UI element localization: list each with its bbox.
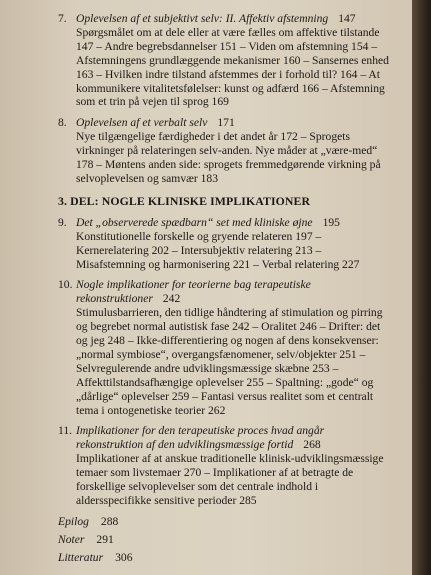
toc-entry-8 xyxy=(58,116,392,186)
chapter-subsections: Nye tilgængelige færdigheder i det andet år 172 – Sprogets virkninger på relateringen selv-anden. Nye måder at „være-med“ 178 – Møntens anden side: sprogets fremmedgørende virkning på selvoplevelsen og samvær 183 xyxy=(76,130,381,185)
chapter-subsections: Stimulusbarrieren, den tidlige håndtering af stimulation og pirring og begrebet normal autistisk fase 242 – Oralitet 246 – Drifter: det og jeg 248 – Ikke-differentiering og nogen af dens konsekvenser: „normal symbiose“, overgangsfænomener, selv/objekter 251 – Selvregulerende andre udviklingsmæssige skæbne 253 – Affekttilstandsafhængige oplevelser 255 – Spaltning: „gode“ og „dårlige“ oplevelser 259 – Fantasi versus realitet som et centralt tema i ontogenetiske teorier 262 xyxy=(76,306,383,417)
back-matter-label: Noter xyxy=(58,532,85,546)
back-matter-label: Epilog xyxy=(58,514,89,528)
chapter-heading xyxy=(58,216,392,230)
chapter-title: Det „observerede spædbarn“ set med kliniske øjne xyxy=(76,215,313,229)
toc-entry-10 xyxy=(58,278,392,417)
toc-entry-7 xyxy=(58,12,392,109)
chapter-subsections: Implikationer af at anskue traditionelle klinisk-udviklingsmæssige temaer som livstemaer 270 – Implikationer af at betragte de forskellige selvoplevelser som det centrale indhold i aldersspecifikke sensitive perioder 285 xyxy=(76,452,384,507)
table-of-contents xyxy=(58,12,392,569)
chapter-number: 7. xyxy=(58,12,67,25)
chapter-number: 8. xyxy=(58,116,67,130)
chapter-subsections: Konstitutionelle forskelle og gryende relateren 197 – Kernerelatering 202 – Intersubjektiv relatering 213 – Misafstemning og harmonisering 221 – Verbal relatering 227 xyxy=(76,229,360,271)
chapter-page: 268 xyxy=(303,438,321,452)
chapter-title: Nogle implikationer for teorierne bag terapeutiske rekonstruktioner xyxy=(76,278,311,306)
chapter-number: 11. xyxy=(58,424,73,438)
chapter-page: 171 xyxy=(217,116,235,130)
toc-entry-11 xyxy=(58,424,392,507)
toc-litteratur xyxy=(58,551,392,565)
toc-entry-9 xyxy=(58,216,392,272)
chapter-number: 10. xyxy=(58,278,73,292)
chapter-title: Oplevelsen af et verbalt selv xyxy=(76,116,208,130)
chapter-subsections: Spørgsmålet om at dele eller at være fælles om affektive tilstande 147 – Andre begrebsdannelser 151 – Viden om afstemning 154 – Afstemningens grundlæggende mekanismer 160 – Sansernes enhed 163 – Hvilken indre tilstand afstemmes der i forhold til? 164 – At kommunikere vitalitetsfølelser: kunst og adfærd 166 – Afstemning som et trin på vejen til sprog 169 xyxy=(76,25,389,109)
chapter-heading xyxy=(58,278,392,306)
chapter-number: 9. xyxy=(58,215,67,229)
chapter-heading xyxy=(58,424,392,452)
back-matter-page: 288 xyxy=(100,514,119,528)
toc-noter xyxy=(58,533,392,547)
part-heading: 3. DEL: NOGLE KLINISKE IMPLIKATIONER xyxy=(58,193,311,208)
back-matter-page: 306 xyxy=(115,550,133,564)
chapter-heading xyxy=(58,116,392,130)
chapter-title: Implikationer for den terapeutiske proces hvad angår rekonstruktion af den udviklingsmæssige fortid xyxy=(76,424,325,452)
chapter-title: Oplevelsen af et subjektivt selv: II. Affektiv afstemning xyxy=(76,12,329,25)
chapter-page: 195 xyxy=(322,215,340,229)
book-spine-edge xyxy=(412,0,431,575)
chapter-page: 242 xyxy=(162,292,181,306)
chapter-heading xyxy=(58,12,392,26)
back-matter-page: 291 xyxy=(96,532,114,546)
back-matter-label: Litteratur xyxy=(58,550,104,564)
chapter-page: 147 xyxy=(338,12,356,25)
toc-epilog xyxy=(58,515,392,529)
